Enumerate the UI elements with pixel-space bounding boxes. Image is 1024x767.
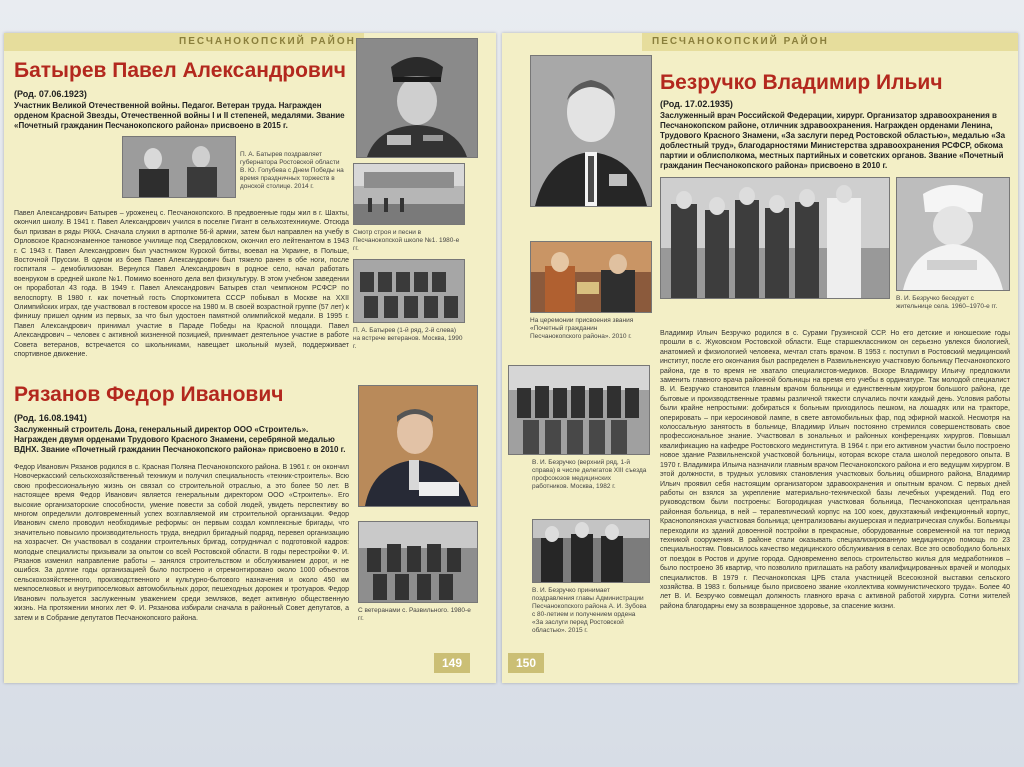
photo-village-veterans	[358, 521, 478, 603]
portrait-photo	[530, 55, 652, 207]
birth-date: (Род. 17.02.1935)	[660, 99, 733, 109]
caption-award: В. И. Безручко принимает поздравления главы Администрации Песчанокопского района А. И. Зубова с 80-летием и получением ордена «За заслуги перед Ростовской областью». 2015 г.	[532, 587, 647, 634]
person-name: Безручко Владимир Ильич	[660, 71, 943, 94]
person-name-2: Рязанов Федор Иванович	[14, 383, 284, 406]
photo-ceremony	[530, 241, 652, 313]
caption-governor: П. А. Батырев поздравляет губернатора Ростовской области В. Ю. Голубева с Днем Победы на время праздничных торжеств в донской столице. 2014 г.	[240, 151, 344, 190]
photo-congress	[508, 365, 650, 455]
page-number: 150	[508, 653, 544, 673]
running-header: ПЕСЧАНОКОПСКИЙ РАЙОН	[652, 36, 829, 47]
caption-school-review: Смотр строя и песни в Песчанокопской школе №1. 1980-е гг.	[353, 229, 460, 252]
person-name: Батырев Павел Александрович	[14, 59, 346, 82]
bio-text: Владимир Ильич Безручко родился в с. Сурами Грузинской ССР. Но его детские и юношеские годы прошли в с. Жуковском Ростовской области. Еще старшеклассником он серьезно увлекся биологией, анатомией и физиологией человека, мечтал стать врачом. В 1953 г. поступил в Ростовский медицинский институт, после его окончания был распределен в Развильненскую участковую больницу Песчанокопского района, где в то время не хватало специалистов-медиков. Вскоре Владимиру Ильичу предложили заменить главного врача районной больницы на время его учебы в ординатуре. Так молодой специалист В. И. Безручко становится главным врачом больницы и единственным хирургом большого района, где бытовые и производственные травмы различной тяжести случались почти каждый день. Условия работы были крайне непростыми: добираться к больным приходилось пешком, на лошадях или на тракторе, оперировать – при керосиновой лампе, в свете автомобильных фар, под эфирной маской. Несмотря на колоссальную занятость в больнице, Владимир Ильич постоянно стремился совершенствовать свое профессиональное знание. Участвовал в зональных и районных конференциях хирургов. Повышал квалификацию на кафедре Ростовского мединститута. В 1964 г. при его активном участии было построено новое здание Развильненской участковой больницы, которая вскоре стала школой передового опыта. В 1970 г. Владимира Ильича назначили главным врачом Песчанокопского района и его ведущим хирургом. В этой должности, в трудных условиях становления участковых больниц обширного района, Владимир Ильич проявил себя настоящим организатором здравоохранения и опытным врачом. С первых дней работы он взялся за укрепление материально-технической базы лечебных учреждений. Под его руководством были построены: Богородицкая участковая больница, Песчанокопская центральная районная больница, в ней – терапевтический корпус на 100 коек, двухэтажный инфекционный корпус, Краснополянская участковая больница; централизованы акушерская и педиатрическая службы. Больницы переходили из зданий довоенной постройки в прекрасные, оборудованные современной на тот период техникой сооружения. В районе стали оказывать специализированную медицинскую помощь по 23 специальностям. Повысилось качество медицинского обслуживания в селах. Все это освободило больных от поездок в Ростов и другие города. Одновременно велось строительство жилья для медработников – было построено 36 квартир, что позволило приглашать на работу квалифицированных врачей и молодых специалистов. В 1979 г. Песчанокопская ЦРБ стала участницей Всесоюзной выставки сельского хозяйства. В 1983 г. больнице было присвоено звание «коллектива коммунистического труда». Более 40 лет В. И. Безручко совмещал должность главного врача с активной работой хирурга. Сотни жителей района благодарны ему за возвращенное здоровье, за спасение жизни.	[660, 330, 1010, 610]
page-number: 149	[434, 653, 470, 673]
caption-ceremony: На церемонии присвоения звания «Почетный гражданин Песчанокопского района». 2010 г.	[530, 317, 634, 340]
photo-award	[532, 519, 650, 583]
bio-summary-2: Заслуженный строитель Дона, генеральный директор ООО «Строитель». Награжден двумя орденами Трудового Красного Знамени, серебряной медалью ВДНХ. Звание «Почетный гражданин Песчанокопского района» присвоено в 2010 г.	[14, 425, 346, 454]
photo-governor	[122, 136, 236, 198]
photo-surgeon	[896, 177, 1010, 291]
bio-summary: Заслуженный врач Российской Федерации, хирург. Организатор здравоохранения в Песчанокопском районе, отличник здравоохранения. Награжден орденами Ленина, Трудового Красного Знамени, «За заслуги перед Ростовской областью», медалью «За доблестный труд», благодарностями Министерства здравоохранения РСФСР, обкома партии и облисполкома, местных партийных и советских органов. Звание «Почетный гражданин Песчанокопского района» присвоено в 2010 г.	[660, 111, 1006, 170]
photo-veterans-moscow	[353, 259, 465, 323]
bio-summary: Участник Великой Отечественной войны. Педагог. Ветеран труда. Награжден орденом Красной Звезды, Отечественной войны I и II степеней, медалями. Звание «Почетный гражданин Песчанокопского района» присвоено в 2015 г.	[14, 101, 345, 130]
photo-school-review	[353, 163, 465, 225]
birth-date-2: (Род. 16.08.1941)	[14, 413, 87, 423]
caption-village-veterans: С ветеранами с. Развильного. 1980-е гг.	[358, 607, 471, 622]
caption-congress: В. И. Безручко (верхний ряд, 1-й справа) в числе делегатов XIII съезда профсоюзов медицинских работников. Москва, 1982 г.	[532, 459, 647, 490]
portrait-photo-2	[358, 385, 478, 507]
caption-patient: В. И. Безручко беседует с жительнице села. 1960–1970-е гг.	[896, 295, 998, 310]
running-header: ПЕСЧАНОКОПСКИЙ РАЙОН	[179, 36, 356, 47]
right-page	[502, 33, 1018, 683]
portrait-photo	[356, 38, 478, 158]
birth-date: (Род. 07.06.1923)	[14, 89, 87, 99]
bio-text: Павел Александрович Батырев – уроженец с. Песчанокопского. В предвоенные годы жил в г. Шахты, окончил школу. В 1941 г. Павел Александрович учился в поселке Гигант в сельхозтехникуме. Отсюда был призван в ряды РККА. Сначала служил в артполке 56-й армии, затем был направлен на учебу в Орловское Краснознаменное танковое училище под Свердловском, окончил его лейтенантом в 1943 г. С 1943 г. Павел Александрович был участником Курской битвы, воевал на Украине, в Польше, Восточной Пруссии. В одном из боев Павел Александрович был тяжело ранен в обе ноги, после госпиталя – демобилизован. Вернулся Павел Александрович в родное село, начал работать военруком в средней школе №1. Помимо военного дела вел физкультуру. В этом учебном заведении он проработал 43 года. В 1949 г. Павел Александрович Батырев стал чемпионом РСФСР по велоспорту. В 1980 г. как почетный гость Спорткомитета СССР побывал в Москве на XXII Олимпийских играх, где участвовал в гостевом кроссе на 1980 м. В своей возрастной группе (57 лет) к финишу пришел одним из первых, за что был удостоен памятной олимпийской медали. В 1995 г. Павел Александрович принимал участие в Параде Победы на Красной площади. Павел Александрович – человек с активной жизненной позицией, принимает деятельное участие в работе Совета ветеранов, встречается со школьниками, навещает школьный музей, поддерживает спортивное движение.	[14, 210, 349, 359]
caption-veterans-moscow: П. А. Батырев (1-й ряд, 2-й слева) на встрече ветеранов. Москва, 1990 г.	[353, 327, 463, 350]
bio-text-2: Федор Иванович Рязанов родился в с. Красная Поляна Песчанокопского района. В 1961 г. он окончил Новочеркасский сельскохозяйственный техникум и получил специальность «техник-строитель». Всю свою профессиональную жизнь он связал со строительной отраслью, а это более 50 лет. В настоящее время Федор Иванович является генеральным директором ООО «Строитель». Его высокие организаторские способности, умение повести за собой людей, увидеть перспективу во многом определили долговременный успех возглавляемой им строительной организации. Федор Иванович смело проводил необходимые реформы: он первым создал комплексные бригады, что значительно повысило производительность труда, внедрил бригадный подряд, перевел организацию на хозрасчет. Он участвовал в создании строительных бригад, сотрудничал с подготовкой кадров: молодые специалисты призывали за опытом со всей Ростовской области. В годы перестройки Ф. И. Рязанов изменил направление работы – занялся строительством и обслуживанием дорог, и не ошибся. За долгие годы организацией было построено и отремонтировано около 1000 объектов сельскохозяйственного, производственного и культурно-бытового назначения и около 450 км межпоселковых и внутрипоселковых автомобильных дорог, пешеходных дорожек и тротуаров. Федор Иванович пользуется заслуженным уважением среди земляков, ведет активную общественную жизнь. На протяжении многих лет Ф. И. Рязанова избирали сначала в районный Совет депутатов, а затем и в Собрание депутатов Песчанокопского района.	[14, 464, 349, 622]
photo-workers	[660, 177, 890, 299]
left-page	[4, 33, 496, 683]
